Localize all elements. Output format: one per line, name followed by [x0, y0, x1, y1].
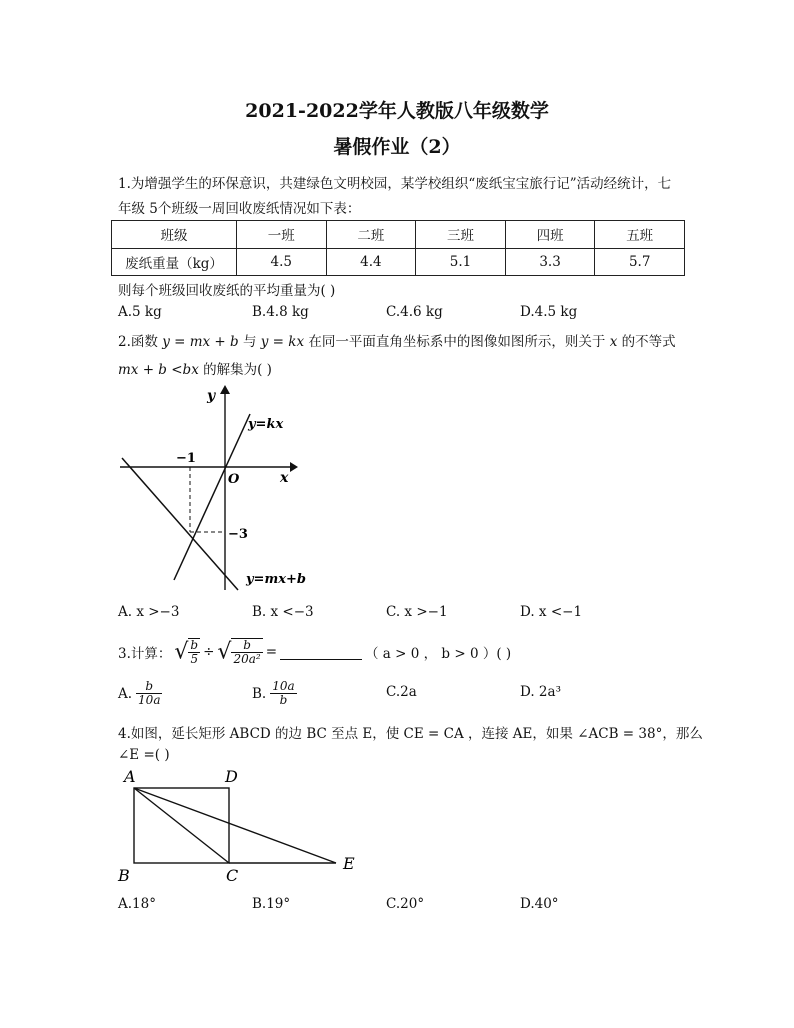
q1-option-c[interactable]: C.4.6 kg: [386, 304, 443, 320]
q3-prefix: 3.计算：: [118, 646, 172, 662]
table-cell: 5.7: [595, 248, 685, 276]
q2-line2-post: 的解集为( ): [203, 362, 272, 378]
q1-text-line2: 年级 5个班级一周回收废纸情况如下表：: [118, 201, 361, 217]
q3-option-b-fraction: [270, 680, 296, 707]
point-b-label: B: [118, 866, 130, 885]
q4-option-c[interactable]: C.20°: [386, 896, 425, 912]
q2-option-d[interactable]: D. x <−1: [520, 604, 583, 620]
q1-data-table: [111, 220, 685, 276]
q3-r1-den: 5: [190, 652, 199, 666]
sqrt-icon: √: [174, 639, 189, 665]
label-y-mx-b: y=mx+b: [246, 572, 306, 587]
q3-r2-num: b: [231, 639, 262, 653]
y-axis-label: y: [207, 388, 216, 404]
table-header-cell: 四班: [505, 221, 595, 249]
q4-option-a[interactable]: A.18°: [118, 896, 156, 912]
label-y-kx: y=kx: [248, 417, 284, 432]
fraction-denominator: 10a: [138, 693, 161, 707]
sqrt-icon: √: [217, 639, 232, 665]
x-axis-label: x: [280, 470, 289, 486]
q4-option-d[interactable]: D.40°: [520, 896, 559, 912]
q2-post: 在同一平面直角坐标系中的图像如图所示，则关于: [308, 334, 606, 350]
q3-equals: =: [265, 644, 277, 660]
q3-divide-sign: ÷: [203, 644, 215, 660]
q2-graph-figure: [110, 380, 310, 595]
q3-option-b-label: B.: [252, 685, 267, 702]
line-y-kx: [174, 414, 250, 580]
q1-text-line1: 1.为增强学生的环保意识，共建绿色文明校园，某学校组织“废纸宝宝旅行记”活动经统计，七: [118, 176, 672, 192]
table-header-cell: 五班: [595, 221, 685, 249]
table-header-cell: 三班: [416, 221, 506, 249]
q2-prefix: 2.函数: [118, 334, 158, 350]
q2-inequality: mx + b <bx: [118, 362, 199, 378]
table-header-cell: 二班: [326, 221, 416, 249]
tick-label-neg1: −1: [176, 451, 196, 466]
q2-option-c[interactable]: C. x >−1: [386, 604, 448, 620]
q4-text-line2: ∠E =( ): [118, 747, 170, 763]
table-row: [112, 248, 685, 276]
segment-ae: [134, 788, 336, 863]
q2-text-line2: [118, 358, 272, 378]
q3-r1-num: b: [190, 638, 199, 652]
q3-radical-2: [217, 638, 262, 666]
q2-eq2: y = kx: [260, 334, 305, 350]
segment-ac: [134, 788, 229, 863]
q2-option-a[interactable]: A. x >−3: [118, 604, 180, 620]
point-a-label: A: [124, 767, 136, 786]
q1-option-b[interactable]: B.4.8 kg: [252, 304, 309, 320]
table-cell: 5.1: [416, 248, 506, 276]
q3-expression: [118, 634, 511, 670]
q3-option-c[interactable]: C.2a: [386, 684, 417, 700]
q2-eq1: y = mx + b: [162, 334, 239, 350]
origin-label: O: [228, 472, 240, 487]
q4-rectangle-figure: [110, 765, 370, 887]
q2-var: x: [609, 334, 618, 350]
q3-answer-blank[interactable]: [280, 645, 362, 660]
q3-option-a[interactable]: [118, 680, 162, 707]
table-cell: 3.3: [505, 248, 595, 276]
point-e-label: E: [343, 854, 355, 873]
q3-condition: （ a > 0 ， b > 0 ）( ): [365, 646, 512, 662]
table-cell: 废纸重量（kg）: [112, 248, 237, 276]
tick-label-neg3: −3: [228, 527, 248, 542]
fraction-numerator: 10a: [272, 679, 295, 693]
q3-radical-1: [174, 638, 200, 666]
q3-option-b[interactable]: [252, 680, 297, 707]
fraction-numerator: b: [136, 680, 162, 694]
point-d-label: D: [225, 767, 238, 786]
q3-option-d[interactable]: D. 2a³: [520, 684, 561, 700]
q2-text-line1: [118, 330, 676, 350]
q4-option-b[interactable]: B.19°: [252, 896, 291, 912]
q2-mid: 与: [242, 334, 257, 350]
q3-option-a-label: A.: [118, 685, 133, 702]
fraction-denominator: b: [279, 693, 288, 707]
q1-option-d[interactable]: D.4.5 kg: [520, 304, 578, 320]
q3-option-a-fraction: [136, 680, 162, 707]
point-c-label: C: [226, 866, 239, 885]
q2-end: 的不等式: [621, 334, 676, 350]
q3-r2-den: 20a²: [233, 652, 261, 666]
table-header-cell: 一班: [237, 221, 327, 249]
table-cell: 4.5: [237, 248, 327, 276]
page-title: 2021-2022学年人教版八年级数学: [245, 100, 549, 122]
q4-text-line1: 4.如图，延长矩形 ABCD 的边 BC 至点 E，使 CE = CA ，连接 AE，如果 ∠ACB = 38°，那么: [118, 726, 703, 742]
table-header-cell: 班级: [112, 221, 237, 249]
q2-option-b[interactable]: B. x <−3: [252, 604, 314, 620]
table-header-row: [112, 221, 685, 249]
table-cell: 4.4: [326, 248, 416, 276]
q1-question: 则每个班级回收废纸的平均重量为( ): [118, 283, 336, 299]
q1-option-a[interactable]: A.5 kg: [118, 304, 162, 320]
x-axis-arrow-icon: [290, 462, 298, 472]
page-subtitle: 暑假作业（2）: [333, 136, 461, 158]
y-axis-arrow-icon: [220, 385, 230, 394]
